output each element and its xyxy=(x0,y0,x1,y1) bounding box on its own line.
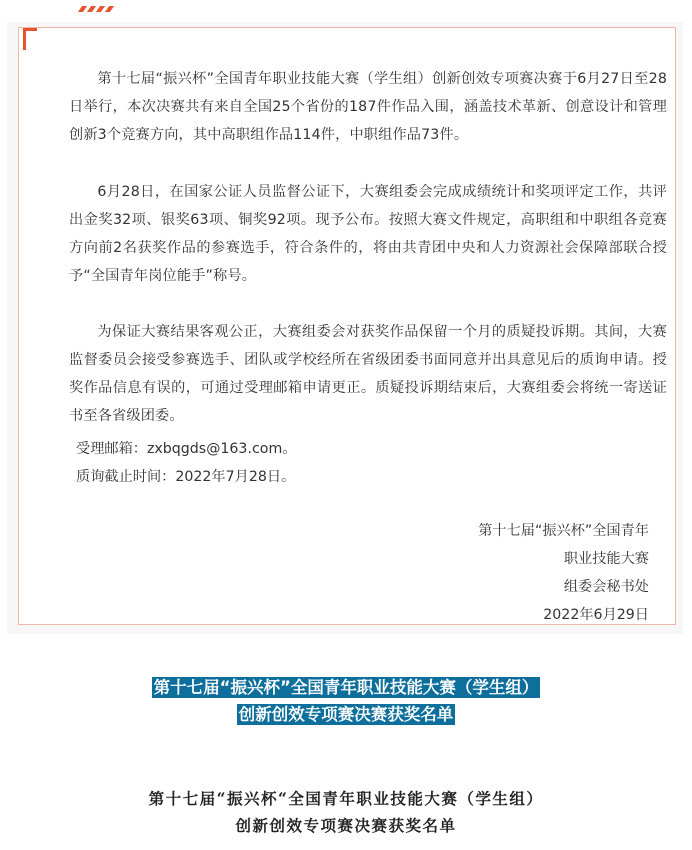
corner-accent xyxy=(23,28,37,50)
document-title-line-1: 第十七届“振兴杯“全国青年职业技能大赛（学生组） xyxy=(148,789,544,808)
signature-line-2: 职业技能大赛 xyxy=(563,551,649,567)
signature-block xyxy=(478,517,649,629)
highlight-title xyxy=(0,674,692,728)
notice-paragraph-2: 6月28日，在国家公证人员监督公证下，大赛组委会完成成绩统计和奖项评定工作，共评出金奖32项、银奖63项、铜奖92项。现予公布。按照大赛文件规定，高职组和中职组各竞赛方向前2名获奖作品的参赛选手，符合条件的，将由共青团中央和人力资源社会保障部联合授予“全国青年岗位能手”称号。 xyxy=(69,184,667,284)
document-title xyxy=(0,785,692,839)
signature-line-3: 组委会秘书处 xyxy=(563,579,649,595)
notice-paragraph-3: 为保证大赛结果客观公正，大赛组委会对获奖作品保留一个月的质疑投诉期。其间，大赛监督委员会接受参赛选手、团队或学校经所在省级团委书面同意并出具意见后的质询申请。授奖作品信息有误的，可通过受理邮箱申请更正。质疑投诉期结束后，大赛组委会将统一寄送证书至各省级团委。 xyxy=(69,324,667,424)
document-title-line-2: 创新创效专项赛决赛获奖名单 xyxy=(235,816,457,835)
highlight-title-line-2: 创新创效专项赛决赛获奖名单 xyxy=(238,705,454,724)
notice-paragraph-1: 第十七届“振兴杯”全国青年职业技能大赛（学生组）创新创效专项赛决赛于6月27日至28日举行，本次决赛共有来自全国25个省份的187件作品入围，涵盖技术革新、创意设计和管理创新3个竞赛方向，其中高职组作品114件，中职组作品73件。 xyxy=(69,71,667,143)
contact-info xyxy=(76,435,296,491)
contact-email: 受理邮箱：zxbqgds@163.com。 xyxy=(76,441,297,457)
deadline: 质询截止时间：2022年7月28日。 xyxy=(76,469,296,485)
signature-date: 2022年6月29日 xyxy=(543,607,649,623)
notice-frame xyxy=(18,27,676,625)
decorative-stripes xyxy=(80,6,114,12)
highlight-title-line-1: 第十七届“振兴杯”全国青年职业技能大赛（学生组） xyxy=(153,678,539,697)
notice-card xyxy=(7,22,683,634)
signature-line-1: 第十七届“振兴杯”全国青年 xyxy=(478,523,649,539)
